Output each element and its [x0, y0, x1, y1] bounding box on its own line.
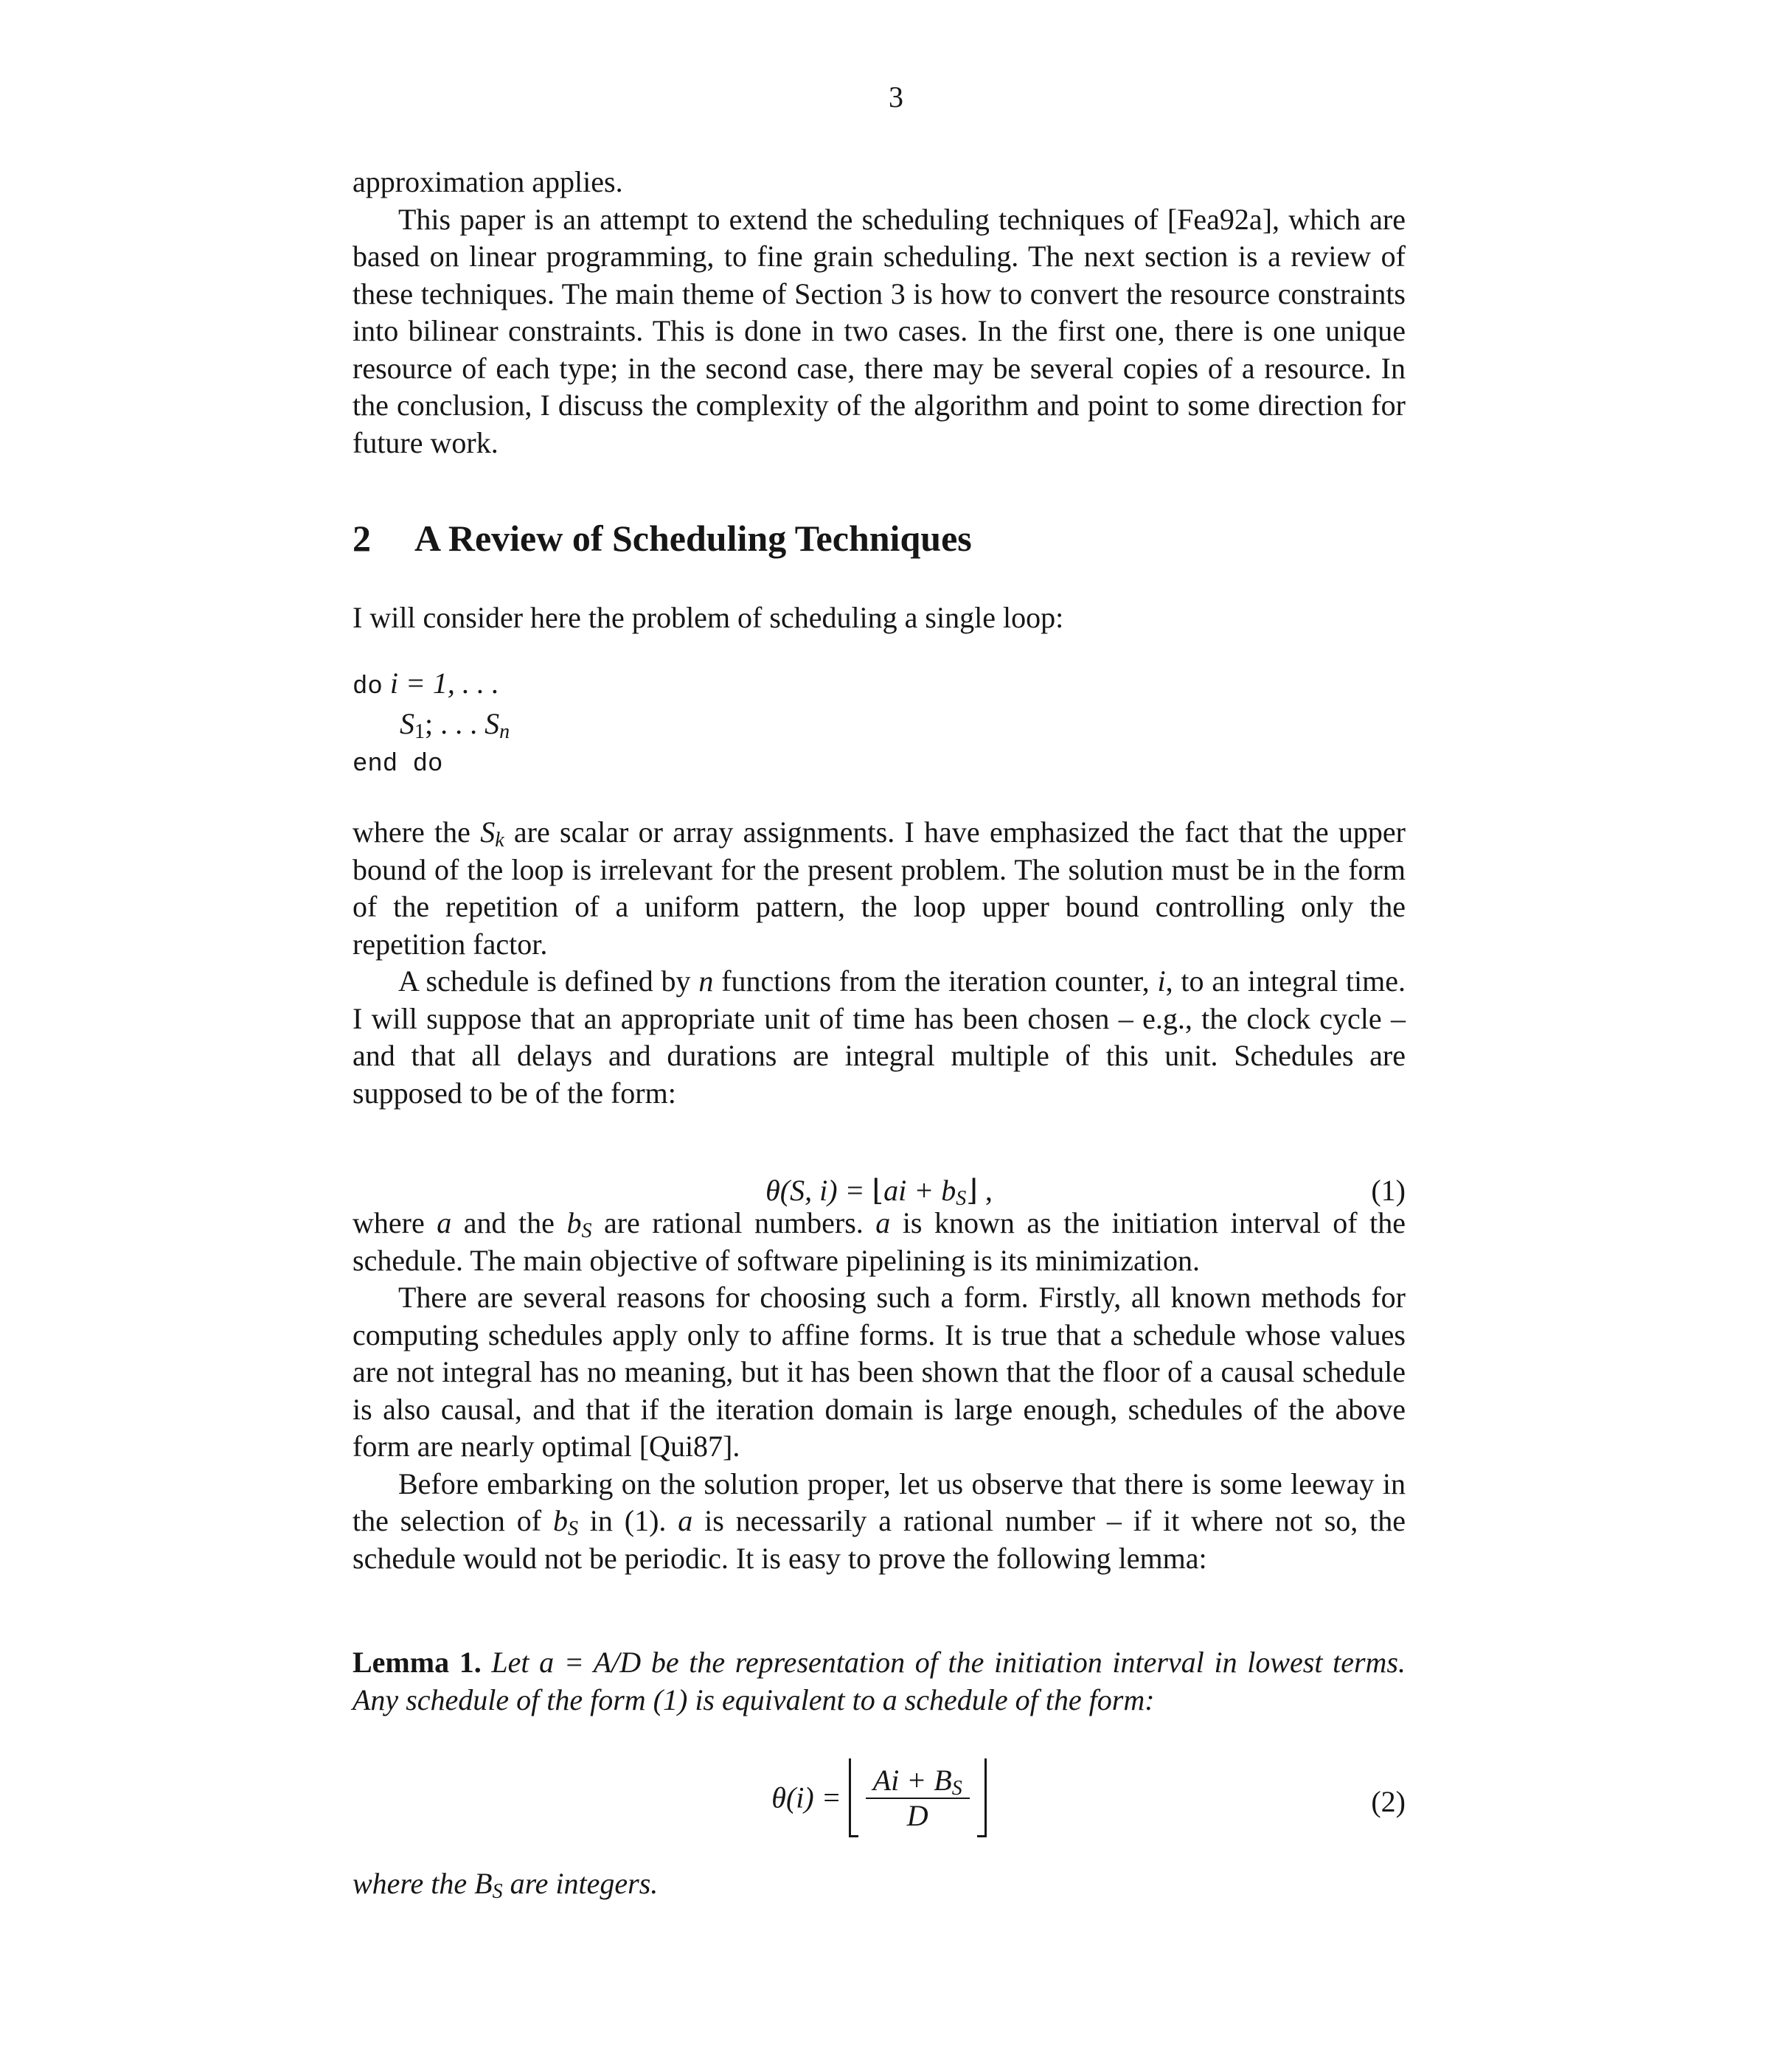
- math-a: a: [678, 1504, 693, 1537]
- text: is necessarily a rational number – if it where not so, the schedule would not be periodic. It is easy to prove the following lemma:: [353, 1504, 1406, 1575]
- intro-paragraph-continuation: approximation applies.: [353, 165, 623, 198]
- loop-intro-text: I will consider here the problem of scheduling a single loop:: [353, 601, 1064, 634]
- math-a: a: [437, 1206, 452, 1239]
- equation-1-body: [353, 1172, 1406, 1209]
- eq1-subscript: S: [956, 1187, 967, 1210]
- math-subscript-k: k: [495, 829, 504, 852]
- text: are rational numbers.: [591, 1206, 876, 1239]
- section-title: A Review of Scheduling Techniques: [414, 518, 972, 559]
- equation-2-number: (2): [1371, 1785, 1406, 1818]
- math-s: S: [480, 815, 496, 849]
- paragraph-where-sk: [353, 814, 1406, 963]
- eq2-numerator-text: Ai + B: [872, 1763, 952, 1797]
- body-block-2: [353, 1205, 1406, 1577]
- loop-intro-block: [353, 599, 1406, 637]
- lemma-end-block: [353, 1865, 1406, 1903]
- math-subscript-s: S: [581, 1219, 592, 1242]
- eq2-numerator: [866, 1764, 970, 1799]
- math-b: b: [552, 1504, 568, 1537]
- math-subscript-s: S: [492, 1880, 503, 1903]
- math-a: a: [875, 1206, 891, 1239]
- text: is known as the initiation interval of the schedule. The main objective of software pipelining is its minimization.: [353, 1206, 1406, 1277]
- eq1-trail: ,: [977, 1174, 993, 1207]
- keyword-do: do: [353, 673, 383, 701]
- lemma-text: Let a = A/D be the representation of the initiation interval in lowest terms. Any schedule of the form (1) is equivalent to a schedule of the form:: [353, 1646, 1406, 1716]
- intro-block: [353, 164, 1406, 462]
- section-heading: [353, 516, 972, 560]
- floor-left-bracket: [849, 1758, 858, 1837]
- lemma-heading: Lemma 1.: [353, 1646, 482, 1679]
- paragraph-rational: [353, 1205, 1406, 1279]
- math-b: B: [474, 1867, 493, 1900]
- eq1-inner: ai + b: [883, 1174, 956, 1207]
- statement-ellipsis: ; . . .: [425, 707, 485, 740]
- text: where: [353, 1206, 437, 1239]
- paragraph-leeway: [353, 1466, 1406, 1578]
- math-b: b: [566, 1206, 582, 1239]
- eq2-lhs: θ(i) =: [771, 1781, 849, 1814]
- eq2-numerator-subscript: S: [951, 1776, 962, 1800]
- code-line-body: [353, 706, 510, 742]
- text: functions from the iteration counter,: [713, 964, 1158, 998]
- loop-code: [353, 665, 510, 783]
- text: in (1).: [577, 1504, 678, 1537]
- text: and the: [451, 1206, 567, 1239]
- text: Before embarking on the solution proper, let us observe that there is some leeway in the selection of: [353, 1466, 1406, 1537]
- lemma-1-conclusion: [353, 1865, 1406, 1903]
- body-block-1: [353, 814, 1406, 1112]
- floor-right-bracket: [977, 1758, 987, 1837]
- math-n: n: [698, 964, 714, 998]
- text: are integers.: [502, 1867, 659, 1900]
- text: are scalar or array assignments. I have emphasized the fact that the upper bound of the loop is irrelevant for the present problem. The solution must be in the form of the repetition of a uniform pattern, the loop upper bound controlling only the repetition factor.: [353, 815, 1406, 961]
- code-line-end: [353, 742, 510, 783]
- lemma-block: [353, 1644, 1406, 1719]
- equation-1-number: (1): [1371, 1174, 1406, 1207]
- math-subscript-s: S: [567, 1517, 578, 1540]
- floor-open: ⌊: [872, 1174, 884, 1207]
- statement-sn-subscript: n: [499, 720, 510, 743]
- equation-2-body: [353, 1758, 1406, 1837]
- eq2-denominator: D: [906, 1798, 928, 1832]
- text: where the: [353, 1867, 475, 1900]
- floor-close: ⌋: [966, 1174, 978, 1207]
- page-number: 3: [889, 80, 903, 114]
- section-number: 2: [353, 518, 371, 559]
- code-line-do: [353, 665, 510, 706]
- eq1-lhs: θ(S, i) =: [765, 1174, 872, 1207]
- equation-2: [353, 1758, 1406, 1847]
- eq2-fraction: [866, 1764, 970, 1833]
- lemma-1: [353, 1644, 1406, 1719]
- math-i: i: [1157, 964, 1166, 998]
- statement-s1: S: [400, 707, 414, 740]
- loop-variable: i = 1, . . .: [389, 667, 499, 700]
- statement-sn: S: [485, 707, 500, 740]
- text: A schedule is defined by: [398, 964, 699, 998]
- statement-s1-subscript: 1: [414, 720, 425, 743]
- intro-paragraph: This paper is an attempt to extend the scheduling techniques of [Fea92a], which are based on linear programming, to fine grain scheduling. The next section is a review of these techniques. The main theme of Section 3 is how to convert the resource constraints into bilinear constraints. This is done in two cases. In the first one, there is one unique resource of each type; in the second case, there may be several copies of a resource. In the conclusion, I discuss the complexity of the algorithm and point to some direction for future work.: [353, 202, 1406, 459]
- keyword-end-do: end do: [353, 751, 443, 779]
- paragraph-reasons: There are several reasons for choosing such a form. Firstly, all known methods for computing schedules apply only to affine forms. It is true that a schedule whose values are not integral has no meaning, but it has been shown that the floor of a causal schedule is also causal, and that if the iteration domain is large enough, schedules of the above form are nearly optimal [Qui87].: [353, 1281, 1406, 1463]
- paragraph-schedule-definition: [353, 963, 1406, 1112]
- text: , to an integral time. I will suppose that an appropriate unit of time has been chosen – e.g., the clock cycle – and that all delays and durations are integral multiple of this unit. Schedules are supposed to be of the form:: [353, 964, 1406, 1110]
- text: where the: [353, 815, 481, 849]
